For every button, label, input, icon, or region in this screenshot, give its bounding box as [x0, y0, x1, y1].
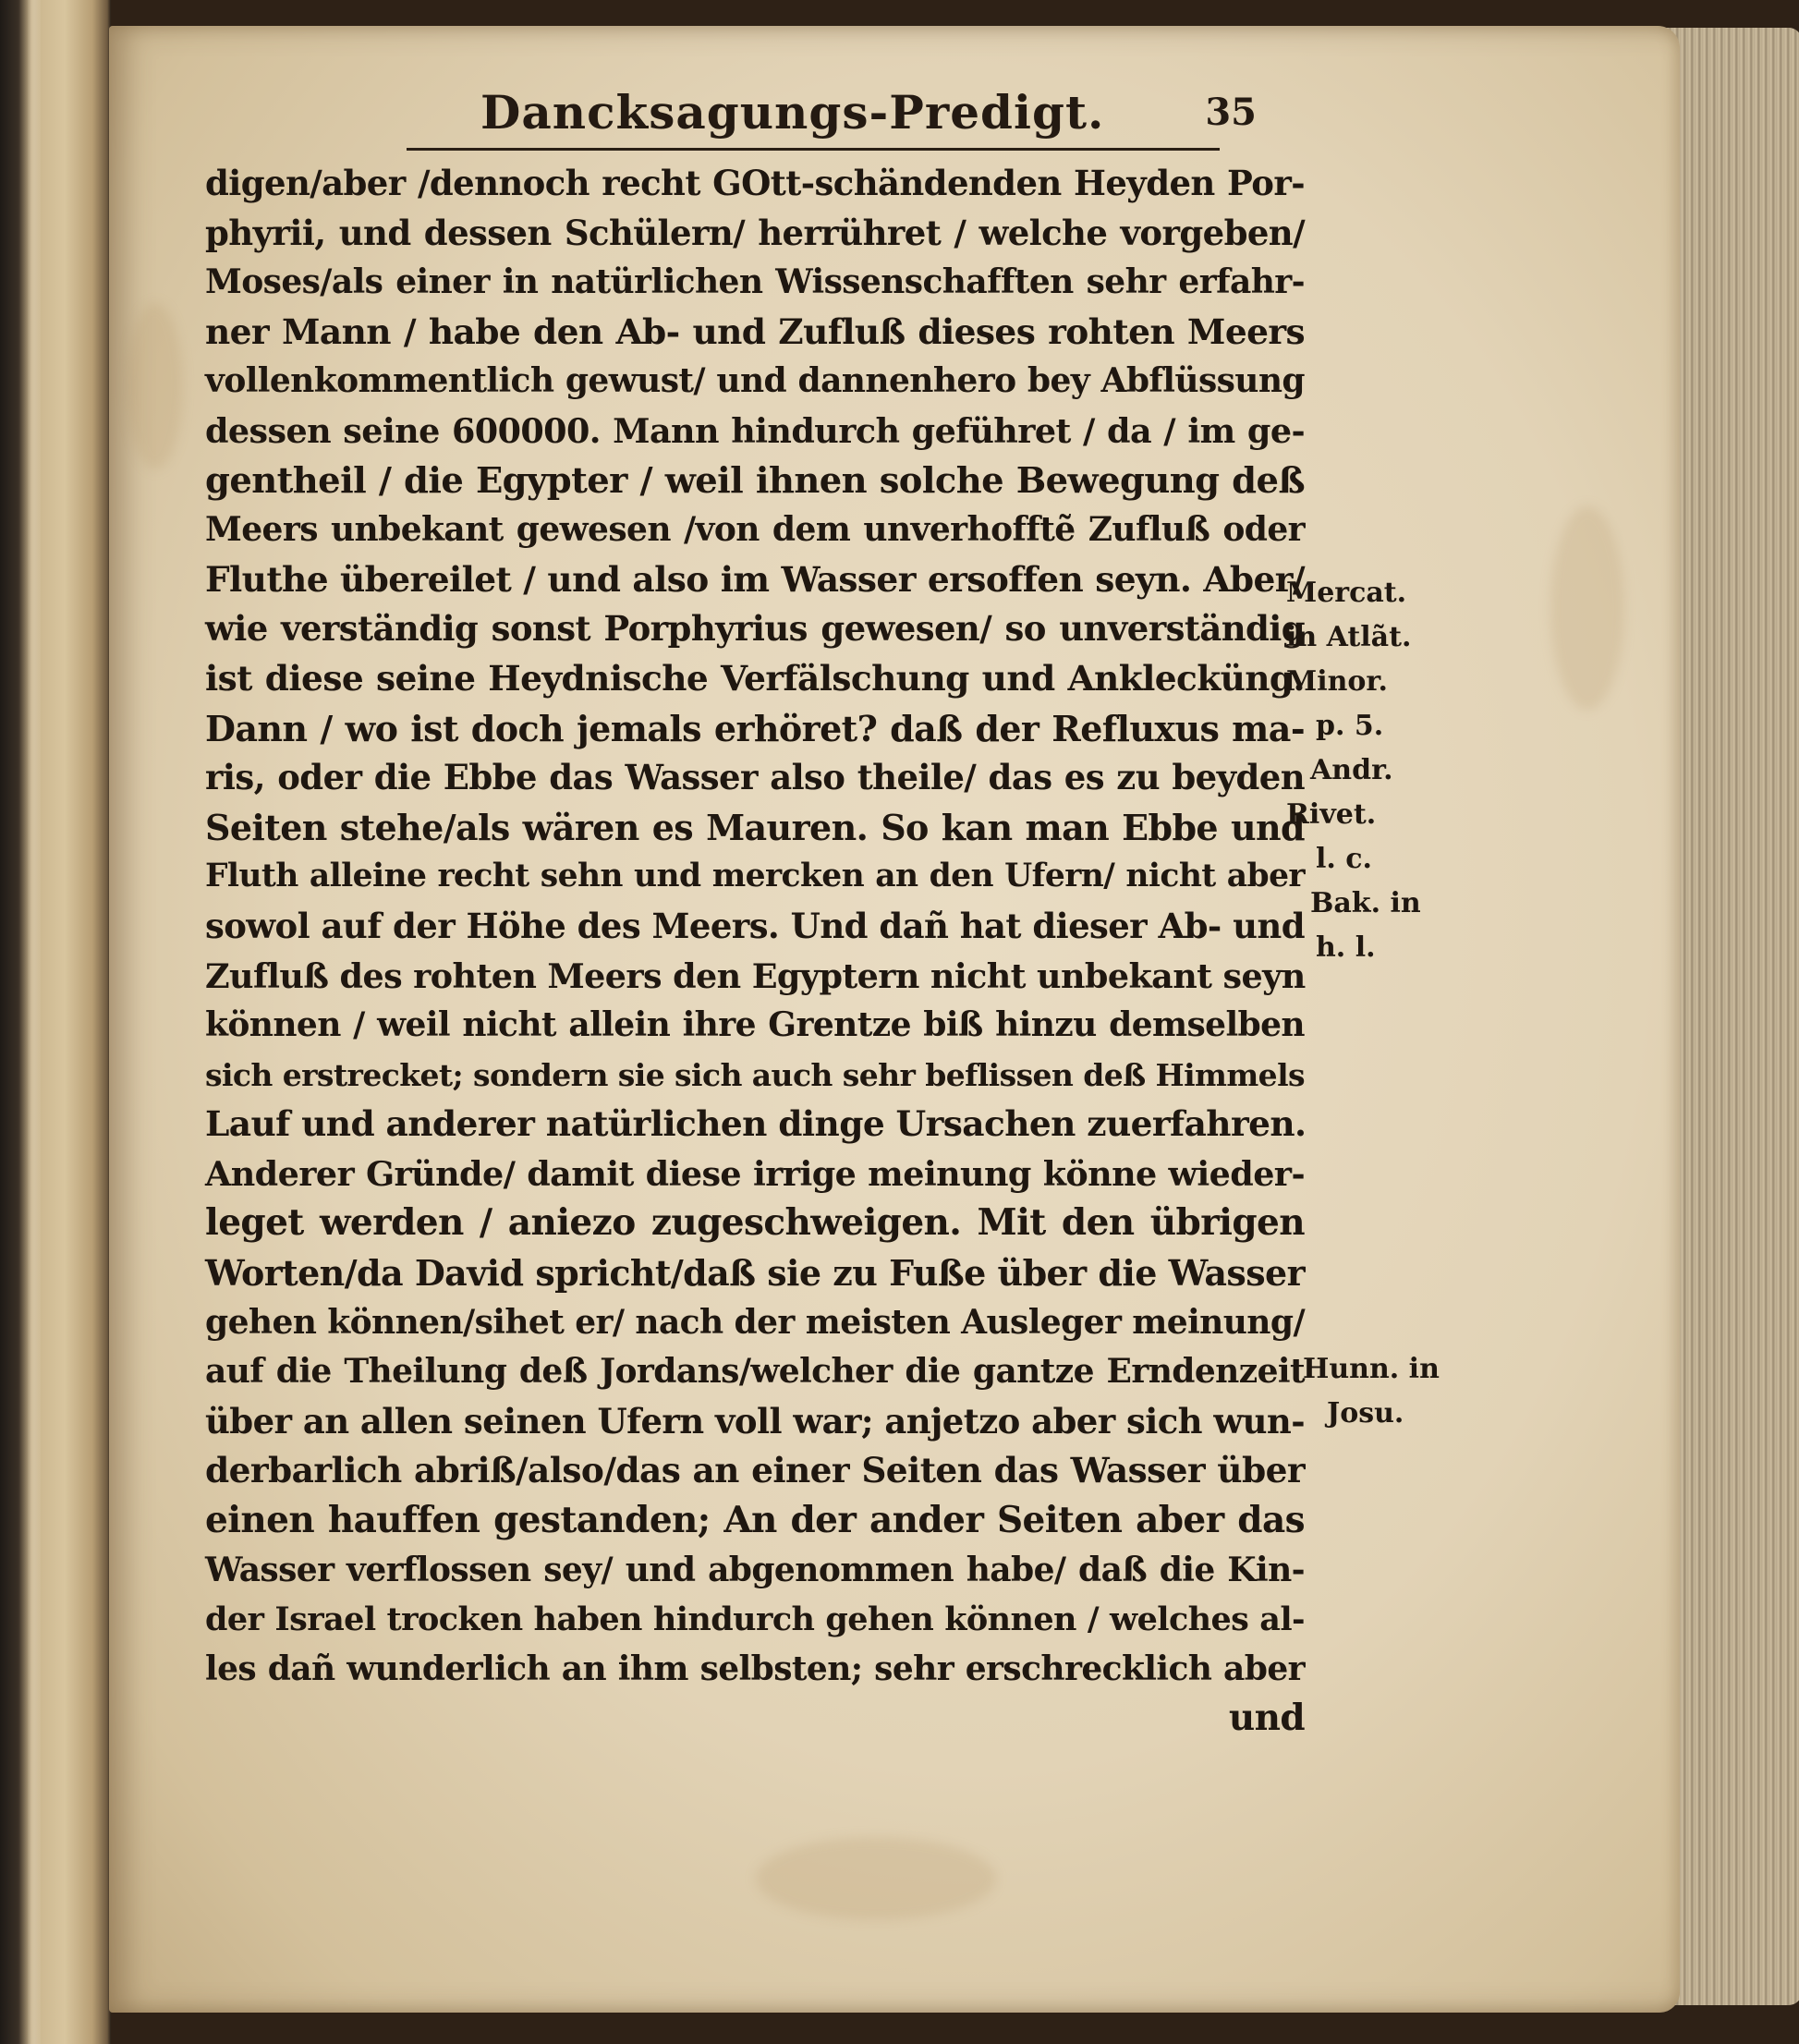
text-line: ner Mann / habe den Ab- und Zufluß dieses rohten Meers: [205, 310, 1305, 352]
margin-note-line: Josu.: [1327, 1397, 1404, 1430]
text-line: über an allen seinen Ufern voll war; anjetzo aber sich wun-: [205, 1400, 1305, 1442]
margin-note-line: Rivet.: [1286, 798, 1377, 831]
paper-stain: [756, 1837, 996, 1920]
margin-note-line: Mercat.: [1286, 577, 1407, 609]
text-line: ris, oder die Ebbe das Wasser also theile/ das es zu beyden: [205, 757, 1305, 798]
text-line: Anderer Gründe/ damit diese irrige meinung könne wieder-: [205, 1153, 1305, 1194]
margin-note-line: h. l.: [1316, 931, 1376, 964]
text-line: gehen können/sihet er/ nach der meisten Ausleger meinung/: [205, 1302, 1305, 1342]
margin-note-citation: [1286, 571, 1421, 970]
text-line: gentheil / die Egypter / weil ihnen solche Bewegung deß: [205, 459, 1305, 502]
margin-note-line: in Atlãt.: [1286, 621, 1412, 653]
margin-note-line: Minor.: [1286, 665, 1388, 698]
paper-stain: [128, 303, 183, 469]
text-line: Dann / wo ist doch jemals erhöret? daß der Refluxus ma-: [205, 707, 1305, 749]
text-line: ist diese seine Heydnische Verfälschung und Anklecküng.: [205, 657, 1305, 699]
text-line: Fluthe übereilet / und also im Wasser ersoffen seyn. Aber/: [205, 558, 1305, 600]
text-line: wie verständig sonst Porphyrius gewesen/ so unverständig: [205, 608, 1305, 650]
margin-note-citation: [1303, 1347, 1440, 1436]
text-line: Zufluß des rohten Meers den Egyptern nicht unbekant seyn: [205, 955, 1306, 996]
text-line: Wasser verflossen sey/ und abgenommen habe/ daß die Kin-: [205, 1550, 1305, 1589]
text-line: der Israel trocken haben hindurch gehen können / welches al-: [205, 1600, 1305, 1639]
body-text: [205, 159, 1305, 1744]
catchword: und: [1228, 1697, 1305, 1740]
text-line: sich erstrecket; sondern sie sich auch sehr beflissen deß Himmels: [205, 1056, 1305, 1093]
text-line: dessen seine 600000. Mann hindurch geführet / da / im ge-: [205, 410, 1305, 451]
text-line: leget werden / aniezo zugeschweigen. Mit den übrigen: [205, 1201, 1305, 1245]
margin-note-line: Hunn. in: [1303, 1353, 1440, 1385]
left-page-edge: [0, 0, 111, 2044]
margin-note-line: p. 5.: [1316, 710, 1384, 742]
margin-note-line: Andr.: [1310, 754, 1393, 786]
text-line: sowol auf der Höhe des Meers. Und dañ hat dieser Ab- und: [205, 905, 1305, 946]
text-line: auf die Theilung deß Jordans/welcher die gantze Erndenzeit: [205, 1352, 1305, 1392]
text-line: derbarlich abriß/also/das an einer Seiten das Wasser über: [205, 1450, 1305, 1491]
page-number: 35: [1205, 91, 1257, 134]
paper-stain: [1550, 506, 1624, 710]
header-rule: [407, 148, 1220, 151]
text-line: Fluth alleine recht sehn und mercken an den Ufern/ nicht aber: [205, 858, 1305, 895]
text-line: vollenkommentlich gewust/ und dannenhero bey Abflüssung: [205, 361, 1305, 401]
text-line: können / weil nicht allein ihre Grentze biß hinzu demselben: [205, 1005, 1305, 1045]
text-line: phyrii, und dessen Schülern/ herrühret / welche vorgeben/: [205, 212, 1305, 253]
text-line: Seiten stehe/als wären es Mauren. So kan man Ebbe und: [205, 806, 1305, 848]
margin-note-line: l. c.: [1316, 843, 1372, 875]
running-head-title: Dancksagungs-Predigt.: [480, 85, 1105, 140]
text-line: les dañ wunderlich an ihm selbsten; sehr erschrecklich aber: [205, 1649, 1305, 1688]
binding-highlight: [28, 0, 41, 2044]
margin-note-line: Bak. in: [1310, 887, 1421, 919]
running-head: [370, 85, 1284, 150]
text-line: Meers unbekant gewesen /von dem unverhofftẽ Zufluß oder: [205, 510, 1305, 550]
text-line: Worten/da David spricht/daß sie zu Fuße über die Wasser: [205, 1252, 1305, 1295]
text-line: einen hauffen gestanden; An der ander Seiten aber das: [205, 1499, 1305, 1542]
text-line: digen/aber /dennoch recht GOtt-schändenden Heyden Por-: [205, 163, 1305, 203]
text-line: Lauf und anderer natürlichen dinge Ursachen zuerfahren.: [205, 1103, 1307, 1145]
text-line: Moses/als einer in natürlichen Wissenschafften sehr erfahr-: [205, 262, 1305, 302]
